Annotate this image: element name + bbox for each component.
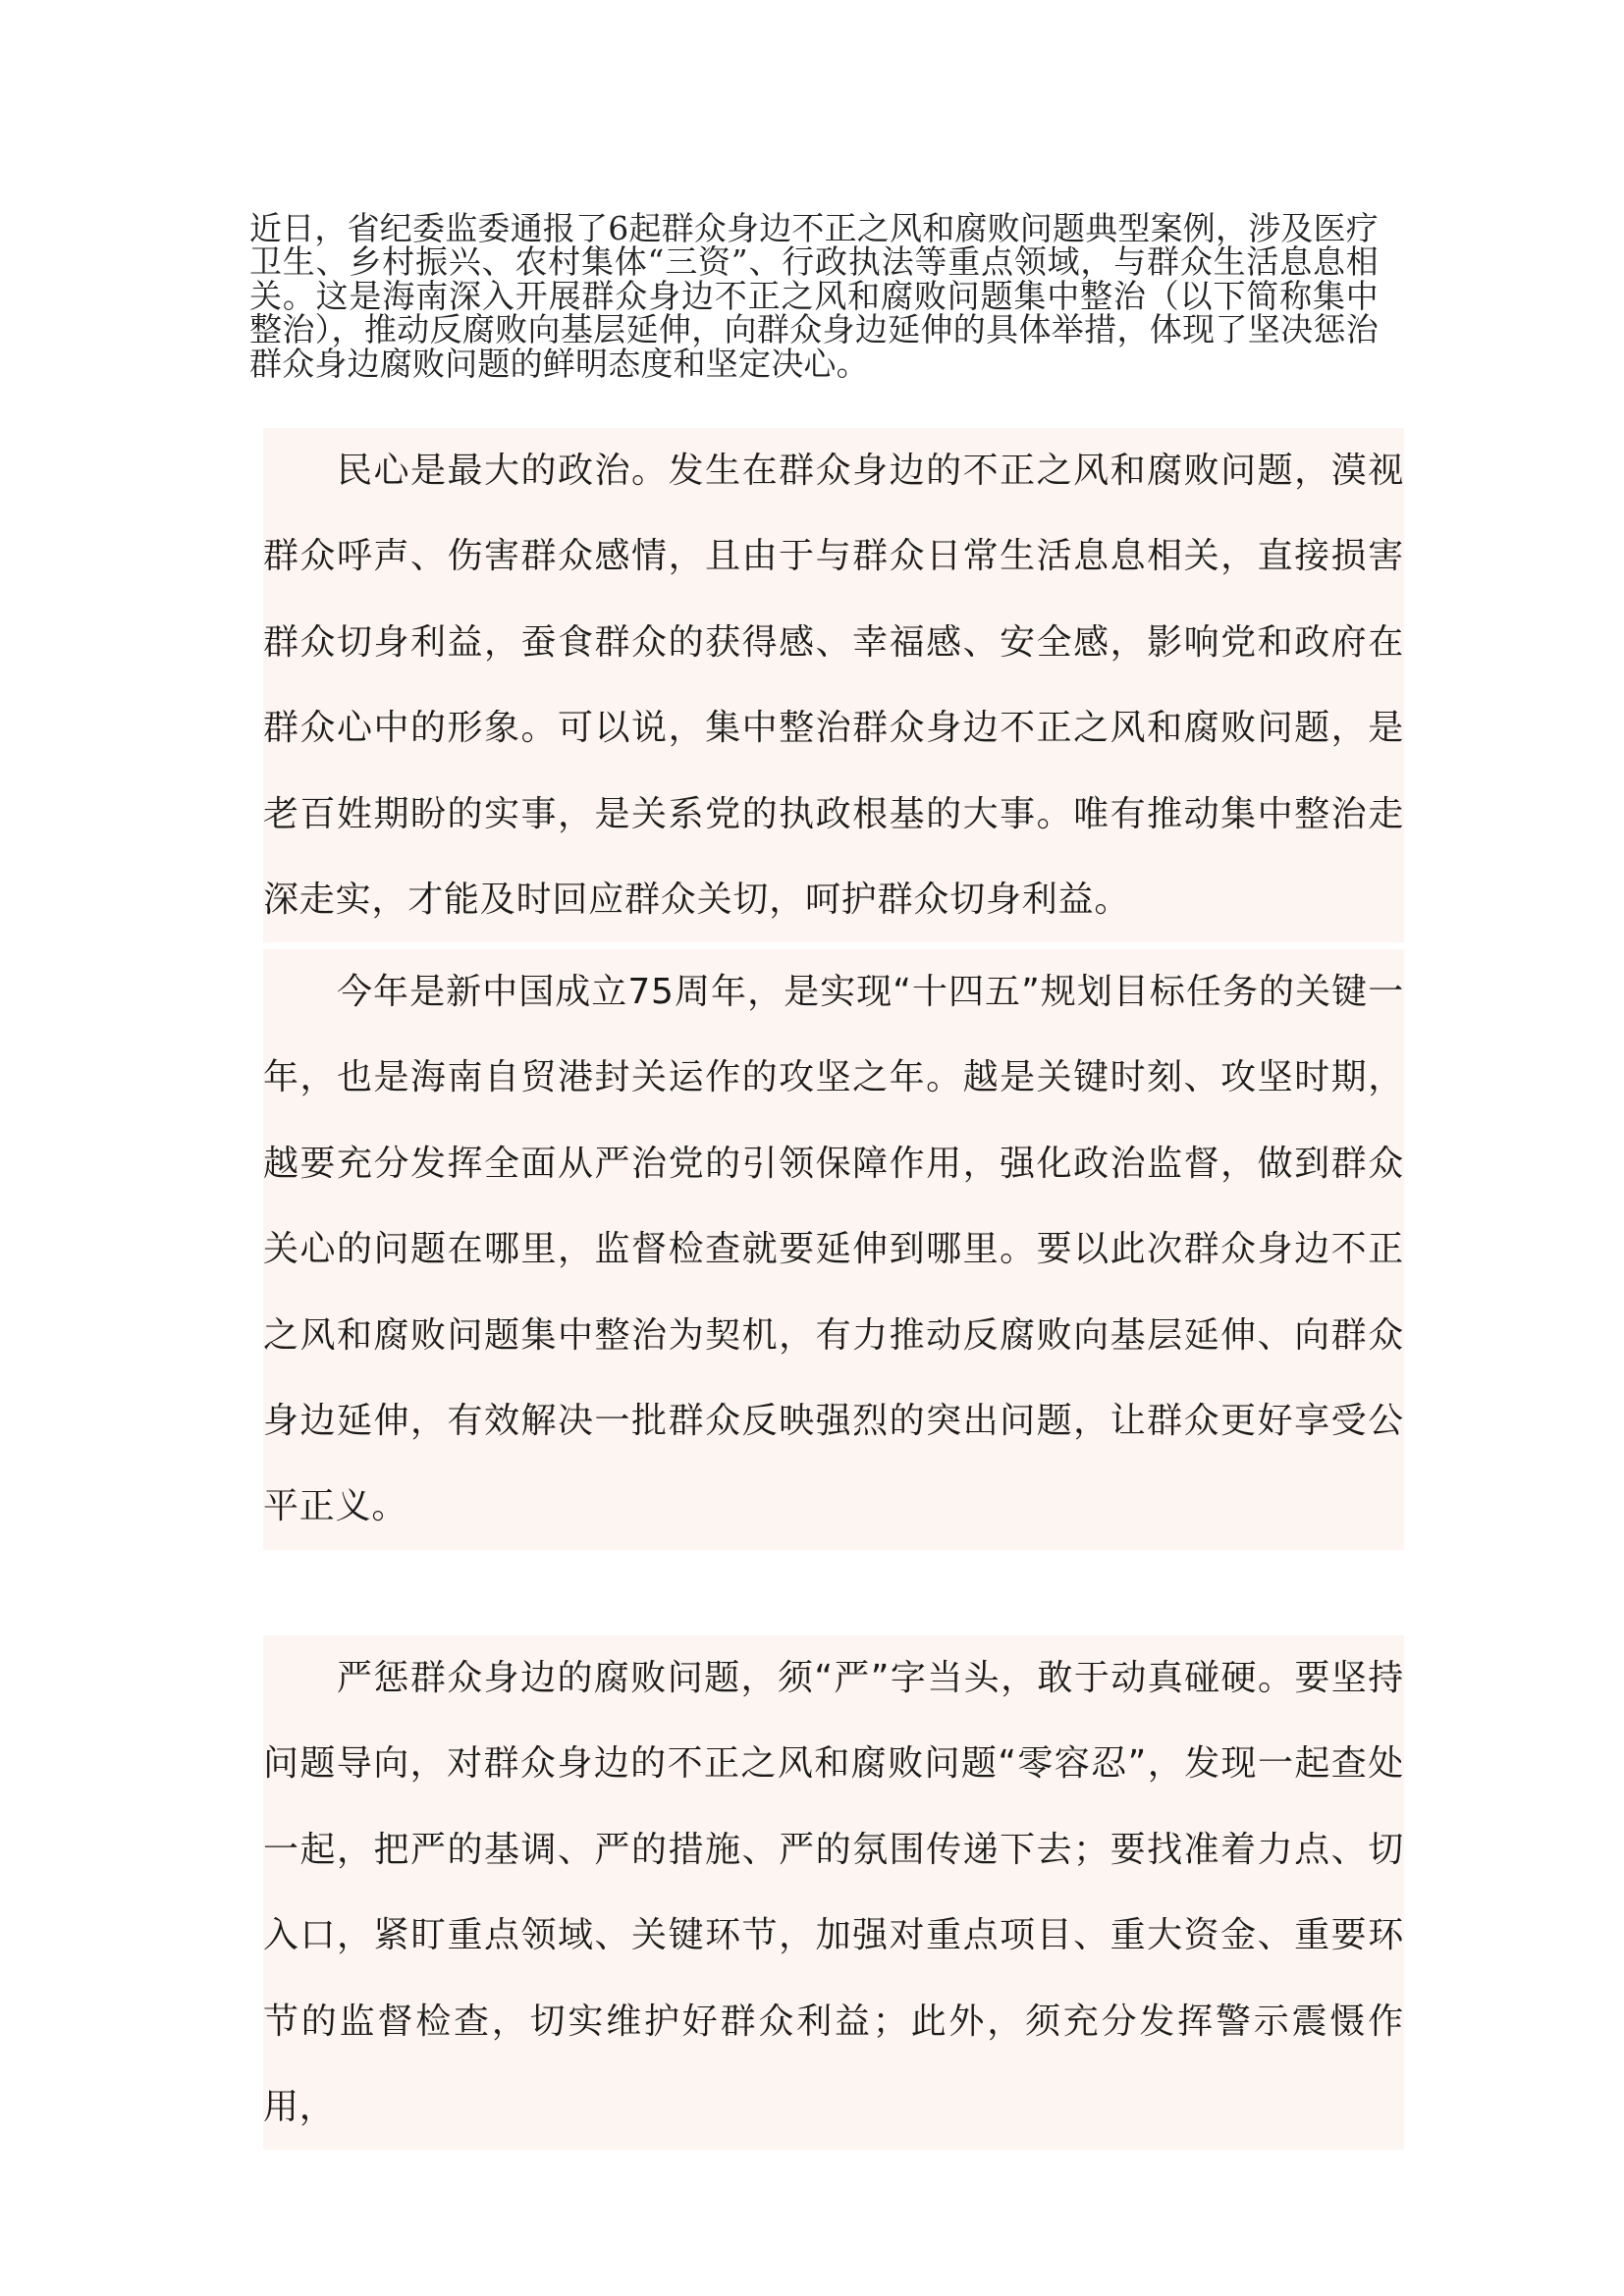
intro-paragraph: 近日，省纪委监委通报了6起群众身边不正之风和腐败问题典型案例，涉及医疗卫生、乡村振兴、农村集体“三资”、行政执法等重点领域，与群众生活息息相关。这是海南深入开展群众身边不正之风和腐败问题集中整治（以下简称集中整治），推动反腐败向基层延伸，向群众身边延伸的具体举措，体现了坚决惩治群众身边腐败问题的鲜明态度和坚定决心。	[249, 209, 1379, 383]
body-paragraph: 严惩群众身边的腐败问题，须“严”字当头，敢于动真碰硬。要坚持问题导向，对群众身边的不正之风和腐败问题“零容忍”，发现一起查处一起，把严的基调、严的措施、严的氛围传递下去；要找准着力点、切入口，紧盯重点领域、关键环节，加强对重点项目、重大资金、重要环节的监督检查，切实维护好群众利益；此外，须充分发挥警示震慑作用，	[263, 1658, 1404, 2128]
body-paragraph: 今年是新中国成立75周年，是实现“十四五”规划目标任务的关键一年，也是海南自贸港封关运作的攻坚之年。越是关键时刻、攻坚时期，越要充分发挥全面从严治党的引领保障作用，强化政治监督，做到群众关心的问题在哪里，监督检查就要延伸到哪里。要以此次群众身边不正之风和腐败问题集中整治为契机，有力推动反腐败向基层延伸、向群众身边延伸，有效解决一批群众反映强烈的突出问题，让群众更好享受公平正义。	[263, 972, 1404, 1527]
body-paragraph: 民心是最大的政治。发生在群众身边的不正之风和腐败问题，漠视群众呼声、伤害群众感情，且由于与群众日常生活息息相关，直接损害群众切身利益，蚕食群众的获得感、幸福感、安全感，影响党和政府在群众心中的形象。可以说，集中整治群众身边不正之风和腐败问题，是老百姓期盼的实事，是关系党的执政根基的大事。唯有推动集中整治走深走实，才能及时回应群众关切，呵护群众切身利益。	[263, 451, 1404, 921]
body-paragraph-block	[263, 949, 1404, 1550]
body-paragraph-block	[263, 428, 1404, 942]
body-paragraph-block	[263, 1635, 1404, 2150]
